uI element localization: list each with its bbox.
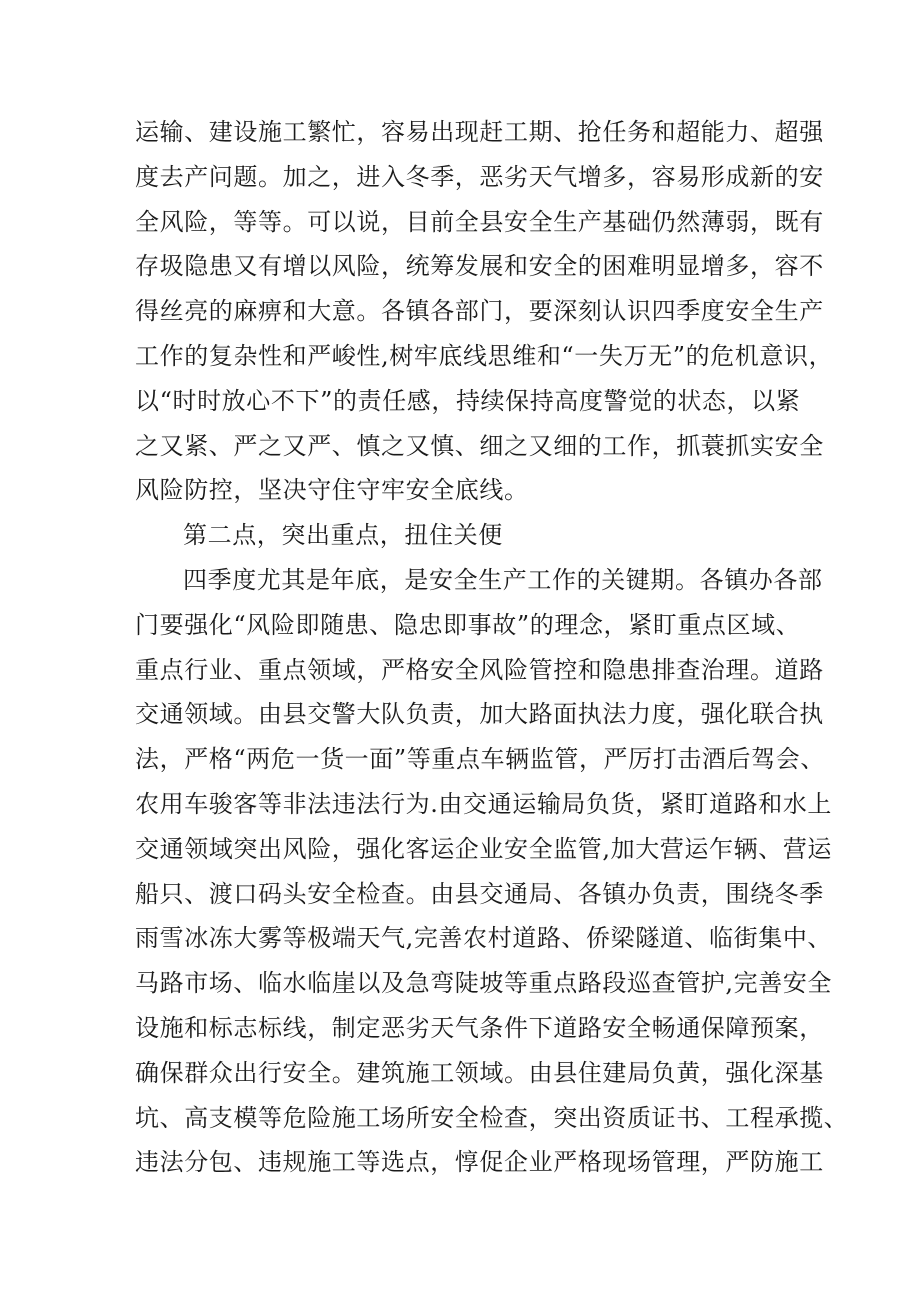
paragraph-start-line: 第二点，突出重点，扭住关便 (183, 521, 503, 550)
text-line: 交通领域突出风险，强化客运企业安全监管,加大营运乍辆、营运 (135, 834, 833, 863)
text-line: 度去产问题。加之，进入冬季，恶劣天气增多，容易形成新的安 (135, 162, 824, 191)
text-line: 法，严格“两危一货一面”等重点车辆监管，严厉打击酒后驾会、 (135, 745, 825, 774)
text-line: 船只、渡口码头安全检查。由县交通局、各镇办负责，围绕冬季 (135, 879, 824, 908)
text-line: 交通领域。由县交警大队负责，加大路面执法力度，强化联合执 (135, 700, 824, 729)
paragraph-start-line: 四季度尤其是年底，是安全生产工作的关键期。各镇办各部 (183, 565, 823, 594)
text-line: 农用车骏客等非法违法行为.由交通运输局负货，紧盯道路和水上 (135, 789, 833, 818)
text-line: 工作的复杂性和严峻性,树牢底线思维和“一失万无”的危机意识， (135, 341, 834, 370)
text-line: 重点行业、重点领域，严格安全风险管控和隐患排查治理。道路 (135, 655, 824, 684)
text-line: 运输、建设施工繁忙，容易出现赶工期、抢任务和超能力、超强 (135, 118, 824, 146)
text-line: 得丝亮的麻痹和大意。各镇各部门，要深刻认识四季度安全生产 (135, 297, 824, 326)
body-text (135, 110, 849, 1185)
text-line: 设施和标志标线，制定恶劣天气条件下道路安全畅通保障预案， (135, 1013, 824, 1042)
text-line: 雨雪冰冻大雾等极端天气,完善农村道路、侨梁隧道、临街集中、 (135, 924, 833, 953)
text-line: 全风险，等等。可以说，目前全县安全生产基础仍然薄弱，既有 (135, 207, 824, 236)
text-line: 之又紧、严之又严、慎之又慎、细之又细的工作，抓蓑抓实安全 (135, 431, 824, 460)
text-line: 坑、高支模等危险施工场所安全检查，突出资质证书、工程承揽、 (135, 1103, 849, 1132)
text-line: 马路市场、临水临崖以及急弯陡坡等重点路段巡查管护,完善安全 (135, 969, 833, 998)
text-line: 风险防控，坚决守住守牢安全底线。 (135, 476, 529, 505)
text-line: 违法分包、违规施工等选点，惇促企业严格现场管理，严防施工 (135, 1148, 824, 1177)
text-line: 门要强化“风险即随患、隐忠即事故”的理念，紧盯重点区域、 (135, 610, 801, 639)
text-line: 确保群众出行安全。建筑施工领域。由县住建局负黄，强化深基 (135, 1058, 824, 1087)
text-line: 存圾隐患又有增以风险，统筹发展和安全的困难明显增多，容不 (135, 252, 824, 281)
text-line: 以“时时放心不下”的责任感，持续保持高度警觉的状态，以紧 (135, 386, 801, 415)
